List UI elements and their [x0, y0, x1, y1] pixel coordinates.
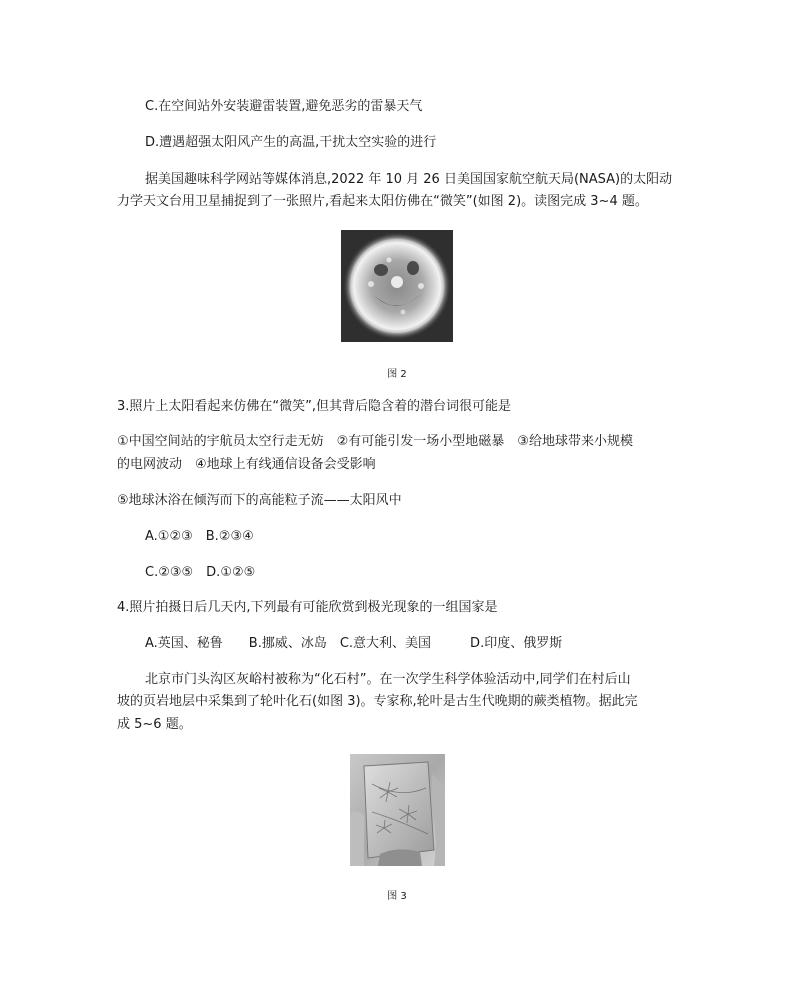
question-3-stem: 3.照片上太阳看起来仿佛在“微笑”,但其背后隐含着的潜台词很可能是 — [117, 399, 512, 414]
figure-3-fossil-image — [350, 754, 445, 866]
fossil-paragraph-line-2: 坡的页岩地层中采集到了轮叶化石(如图 3)。专家称,轮叶是古生代晚期的蕨类植物。据此完 — [117, 694, 638, 709]
fossil-paragraph-line-1: 北京市门头沟区灰峪村被称为“化石村”。在一次学生科学体验活动中,同学们在村后山 — [145, 672, 631, 687]
question-3-options-ab: A.①②③ B.②③④ — [145, 529, 254, 544]
intro-paragraph-line-2: 力学天文台用卫星捕捉到了一张照片,看起来太阳仿佛在“微笑”(如图 2)。读图完成 3~4 题。 — [117, 194, 648, 209]
figure-2-sun-image — [341, 230, 453, 342]
question-3-statements-line-1: ①中国空间站的宇航员太空行走无妨 ②有可能引发一场小型地磁暴 ③给地球带来小规模 — [117, 434, 633, 449]
option-c-line: C.在空间站外安装避雷装置,避免恶劣的雷暴天气 — [145, 99, 423, 114]
intro-paragraph-line-1: 据美国趣味科学网站等媒体消息,2022 年 10 月 26 日美国国家航空航天局(NASA)的太阳动 — [145, 172, 673, 187]
question-4-stem: 4.照片拍摄日后几天内,下列最有可能欣赏到极光现象的一组国家是 — [117, 600, 498, 615]
question-3-statements-line-2: 的电网波动 ④地球上有线通信设备会受影响 — [117, 457, 376, 472]
question-3-options-cd: C.②③⑤ D.①②⑤ — [145, 565, 256, 580]
option-d-line: D.遭遇超强太阳风产生的高温,干扰太空实验的进行 — [145, 135, 437, 150]
question-4-options: A.英国、秘鲁 B.挪威、冰岛 C.意大利、美国 D.印度、俄罗斯 — [145, 636, 563, 651]
fossil-paragraph-line-3: 成 5~6 题。 — [117, 717, 192, 732]
figure-2-caption: 图 2 — [387, 369, 407, 380]
figure-3-caption: 图 3 — [387, 891, 407, 902]
question-3-statements-line-3: ⑤地球沐浴在倾泻而下的高能粒子流——太阳风中 — [117, 493, 402, 508]
